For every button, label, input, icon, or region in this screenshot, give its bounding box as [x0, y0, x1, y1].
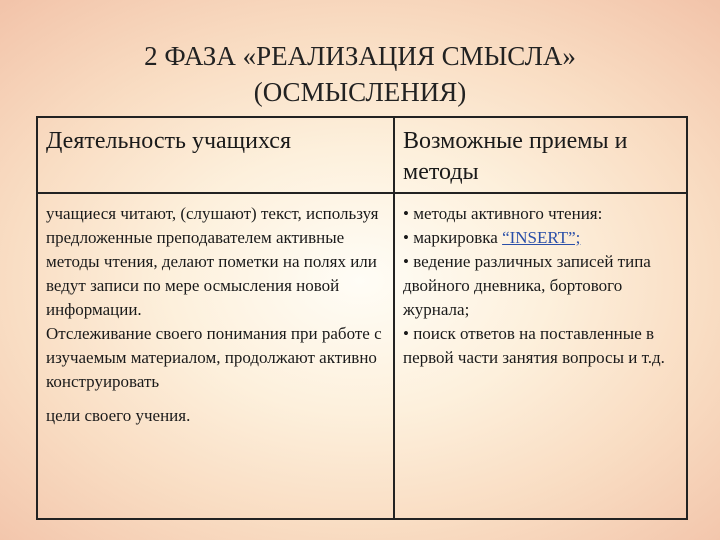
header-methods: Возможные приемы и методы	[394, 117, 687, 193]
title-line-2: (ОСМЫСЛЕНИЯ)	[253, 77, 467, 107]
method-item-2	[403, 226, 676, 250]
method-item-4: • поиск ответов на поставленные в первой части занятия вопросы и т.д.	[403, 324, 665, 367]
student-activity-cell	[37, 193, 394, 519]
methods-cell	[394, 193, 687, 519]
insert-link[interactable]: “INSERT”;	[502, 228, 581, 247]
method-item-3: • ведение различных записей типа двойного дневника, бортового журнала;	[403, 252, 651, 319]
method-item-2-prefix: • маркировка	[403, 228, 503, 247]
slide-title	[40, 38, 680, 110]
phase-table	[36, 116, 688, 520]
title-line-1: 2 ФАЗА «РЕАЛИЗАЦИЯ СМЫСЛА»	[144, 41, 576, 71]
header-student-activity: Деятельность учащихся	[37, 117, 394, 193]
method-item-1: • методы активного чтения:	[403, 204, 603, 223]
student-activity-paragraph-1: учащиеся читают, (слушают) текст, используя предложенные преподавателем активные методы чтения, делают пометки на полях или ведут записи по мере осмысления новой информации.	[46, 204, 379, 319]
table-row	[37, 193, 687, 519]
student-activity-paragraph-3: цели своего учения.	[46, 406, 191, 425]
header-row	[37, 117, 687, 193]
student-activity-paragraph-2: Отслеживание своего понимания при работе с изучаемым материалом, продолжают активно конструировать	[46, 324, 382, 391]
